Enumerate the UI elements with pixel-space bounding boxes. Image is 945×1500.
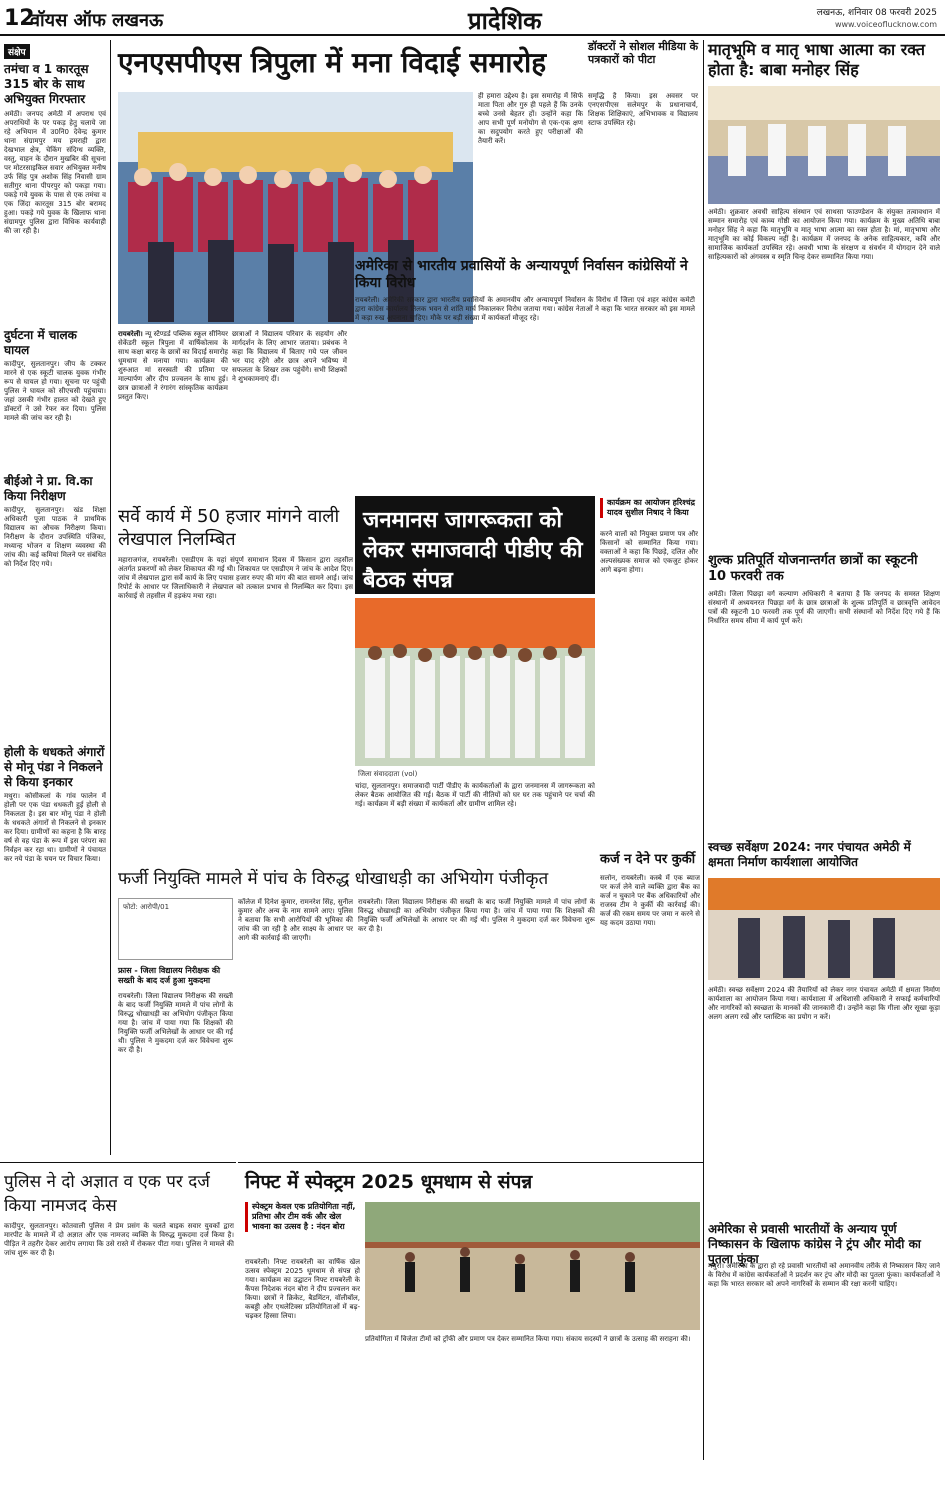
subhead: कार्यक्रम का आयोजन हरिश्चंद्र यादव सुशील निषाद ने किया: [600, 498, 698, 518]
headline: सर्वे कार्य में 50 हजार मांगने वाली लेखपाल निलम्बित: [118, 506, 340, 550]
workshop-photo: [708, 878, 940, 980]
masthead: [0, 0, 945, 36]
article-body: कॉलेज में दिनेश कुमार, रामनरेश सिंह, सुनील कुमार और अन्य के नाम सामने आए। पुलिस ने बताया कि सभी आरोपियों की भूमिका की जांच की जा रही है और साक्ष्य के आधार पर आगे की कार्रवाई की जाएगी।: [238, 898, 353, 942]
article-body: महाराजगंज, रायबरेली। एसडीएम के यहां संपूर्ण समाधान दिवस में किसान द्वारा तहसील अंतर्गत प्रकरणों को लेकर शिकायत की गई थी। शिकायत पर एसडीएम ने जांच के आदेश दिए। जांच में लेखपाल द्वारा सर्वे कार्य के लिए पचास हजार रुपए की मांग की बात सामने आई। जांच रिपोर्ट के आधार पर जिलाधिकारी ने लेखपाल को तत्काल प्रभाव से निलम्बित कर दिया। इस कार्रवाई से तहसील में हड़कंप मचा रहा।: [118, 556, 353, 600]
article-body: प्रतियोगिता में विजेता टीमों को ट्रॉफी और प्रमाण पत्र देकर सम्मानित किया गया। संकाय सदस्यों ने छात्रों के उत्साह की सराहना की।: [365, 1335, 691, 1343]
headline: शुल्क प्रतिपूर्ति योजनान्तर्गत छात्रों का स्कूटनी 10 फरवरी तक: [708, 553, 918, 584]
article-body: कादीपुर, सुलतानपुर। जीप के टक्कर मारने से एक स्कूटी चालक युवक गंभीर रूप से घायल हो गया। सूचना पर पहुंची पुलिस ने घायल को सीएचसी पहुंचाया। जहां उसकी गंभीर हालत को देखते हुए डॉक्टरों ने उसे रेफर कर दिया। पुलिस मामले की जांच कर रही है।: [4, 360, 106, 422]
headline: पुलिस ने दो अज्ञात व एक पर दर्ज किया नामजद केस: [4, 1172, 210, 1216]
article-body: सलोन, रायबरेली। कस्बे में एक ब्याज पर कर्ज लेने वाले व्यक्ति द्वारा बैंक का कर्ज न चुकाने पर बैंक अधिकारियों और राजस्व टीम ने कुर्की की कार्रवाई की। कर्ज की रकम समय पर जमा न करने से यह कदम उठाया गया।: [600, 874, 700, 927]
article-body: कादीपुर, सुलतानपुर। कोतवाली पुलिस ने प्रेम प्रसंग के चलते बाइक सवार युवकों द्वारा मारपीट के मामले में दो अज्ञात और एक नामजद व्यक्ति के विरुद्ध मुकदमा दर्ज किया है। पीड़ित ने तहरीर देकर आरोप लगाया कि उसे रास्ते में रोककर पीटा गया। पुलिस ने मामले की जांच शुरू कर दी है।: [4, 1222, 234, 1257]
article-text: न्यू स्टैण्डर्ड पब्लिक स्कूल सीनियर सेकेंडरी स्कूल त्रिपुला में वार्षिकोत्सव के साथ कक्षा बारह के छात्रों का विदाई समारोह धूमधाम से मनाया गया। कार्यक्रम की शुरुआत मां सरस्वती की प्रतिमा पर माल्यार्पण और दीप प्रज्वलन के साथ हुई। छात्र छात्राओं ने रंगारंग सांस्कृतिक कार्यक्रम प्रस्तुत किए।: [118, 330, 228, 401]
subcaption: फ्रास - जिला विद्यालय निरीक्षक की सख्ती के बाद दर्ज हुआ मुकदमा: [118, 966, 221, 985]
article-body: मथुरा। अमेरिका के द्वारा हो रहे प्रवासी भारतीयों को अमानवीय तरीके से निष्कासन किए जाने के विरोध में कांग्रेस कार्यकर्ताओं ने प्रदर्शन कर ट्रंप और मोदी का पुतला फूंका। कार्यकर्ताओं ने कहा कि भारत सरकार को अपने नागरिकों के सम्मान की रक्षा करनी चाहिए।: [708, 1262, 940, 1288]
headline: अमेरिका से भारतीय प्रवासियों के अन्यायपूर्ण निर्वासन कांग्रेसियों ने किया विरोध: [355, 258, 688, 291]
meeting-photo: [355, 598, 595, 766]
paper-name: वॉयस ऑफ लखनऊ: [30, 10, 164, 31]
photo-placeholder: [118, 898, 233, 960]
column-divider: [110, 40, 111, 1155]
brief-tag: संक्षेप: [4, 44, 30, 59]
headline: कर्ज न देने पर कुर्की: [600, 852, 696, 867]
article-body: कादीपुर, सुलतानपुर। खंड शिक्षा अधिकारी पूजा पाठक ने प्राथमिक विद्यालय का औचक निरीक्षण किया। निरीक्षण के दौरान उपस्थिति पंजिका, मध्यान्ह भोजन व शिक्षण व्यवस्था की जांच की। कई कमियां मिलने पर संबंधित को निर्देश दिए गये।: [4, 506, 106, 568]
website: www.voiceoflucknow.com: [834, 20, 937, 29]
photo-caption: जिला संवाददाता (vol): [358, 770, 418, 778]
headline: दुर्घटना में चालक घायल: [4, 328, 77, 357]
headline: निफ्ट में स्पेक्ट्रम 2025 धूमधाम से संपन्न: [245, 1171, 533, 1193]
page-number: 12: [4, 6, 35, 31]
article-body: [118, 330, 228, 500]
article-body: अमेठी। स्वच्छ सर्वेक्षण 2024 की तैयारियों को लेकर नगर पंचायत अमेठी में क्षमता निर्माण कार्यशाला का आयोजन किया गया। कार्यशाला में अधिशासी अधिकारी ने सफाई कर्मचारियों और नागरिकों को स्वच्छता के मानकों की जानकारी दी। उन्होंने कहा कि गीला और सूखा कूड़ा अलग अलग रखें और प्लास्टिक का प्रयोग न करें।: [708, 986, 940, 1021]
headline: जनमानस जागरूकता को लेकर समाजवादी पीडीए की बैठक संपन्न: [363, 508, 583, 593]
article-body: रायबरेली। जिला विद्यालय निरीक्षक की सख्ती के बाद फर्जी नियुक्ति मामले में पांच लोगों के विरुद्ध धोखाधड़ी का अभियोग पंजीकृत किया गया है। जांच में पाया गया कि शिक्षकों की नियुक्ति फर्जी अभिलेखों के आधार पर की गई थी। पुलिस ने मुकदमा दर्ज कर विवेचना शुरू कर दी है।: [118, 992, 233, 1054]
headline: बीईओ ने प्रा. वि.का किया निरीक्षण: [4, 474, 93, 503]
section-title: प्रादेशिक: [468, 7, 542, 35]
article-body: अमेठी। जिला पिछड़ा वर्ग कल्याण अधिकारी ने बताया है कि जनपद के समस्त शिक्षण संस्थानों में अध्ययनरत पिछड़ा वर्ग के छात्र छात्राओं के शुल्क प्रतिपूर्ति व छात्रवृत्ति आवेदन पत्रों की स्कूटनी 10 फरवरी तक पूर्ण की जाएगी। सभी संस्थानों को निर्देश दिए गये हैं कि निर्धारित समय सीमा में कार्य पूर्ण करें।: [708, 590, 940, 625]
sp-photo: [355, 598, 595, 766]
column-divider: [703, 40, 704, 1460]
article-body: ही हमारा उद्देश्य है। इस समारोह में सिर्फ माता पिता और गुरु ही पहले हैं कि उनके बच्चे उनसे बेहतर हों। उन्होंने कहा कि आप सभी पूर्ण मनोयोग से एक-एक क्षण का सदुपयोग करते हुए परीक्षाओं की तैयारी करें।: [478, 92, 583, 145]
headline-box: [355, 496, 595, 594]
bullet: स्पेक्ट्रम केवल एक प्रतियोगिता नहीं, प्रतिभा और टीम वर्क और खेल भावना का उत्सव है : नंदन बोरा: [245, 1202, 360, 1232]
article-body: करने वालों को नियुक्त प्रमाण पत्र और किसानों को सम्मानित किया गया। वक्ताओं ने कहा कि पिछड़े, दलित और अल्पसंख्यक समाज को एकजुट होकर आगे बढ़ना होगा।: [600, 530, 698, 574]
article-body: अमेठी। शुक्रवार अवधी साहित्य संस्थान एवं साथसा फाउण्डेशन के संयुक्त तत्वावधान में सम्मान समारोह एवं काव्य गोष्ठी का आयोजन किया गया। कार्यक्रम के मुख्य अतिथि बाबा मनोहर सिंह ने कहा कि मातृभूमि व मातृ भाषा आत्मा का रक्त होता है। मां, मातृभाषा और मातृभूमि का कोई विकल्प नहीं है। कार्यक्रम में जनपद के अनेक साहित्यकार, कवि और सामाजिक कार्यकर्ता उपस्थित रहे। अवधी भाषा के संरक्षण व संवर्धन में योगदान देने वाले साहित्यकारों को अंगवस्त्र व स्मृति चिन्ह देकर सम्मानित किया गया।: [708, 208, 940, 261]
article-body: रायबरेली। निफ्ट रायबरेली का वार्षिक खेल उत्सव स्पेक्ट्रम 2025 धूमधाम से संपन्न हो गया। कार्यक्रम का उद्घाटन निफ्ट रायबरेली के कैंपस निदेशक नंदन बोरा ने दीप प्रज्वलन कर किया। छात्रों ने क्रिकेट, बैडमिंटन, वॉलीबॉल, कबड्डी और एथलेटिक्स प्रतियोगिताओं में बढ़-चढ़कर हिस्सा लिया।: [245, 1258, 360, 1320]
article-body: अमेठी। जनपद अमेठी में अपराध एवं अपराधियों के पर पकड़ हेतु चलाये जा रहे अभियान में उ0नि0 देवेन्द्र कुमार थाना संग्रामपुर मय हमराही द्वारा देखभाल क्षेत्र, चेकिंग संदिग्ध व्यक्ति, वस्तु, वाहन के दौरान मुखबिर की सूचना पर मोटरसाइकिल सवार अभियुक्त मनीष उर्फ सिंह पुत्र अशोक सिंह निवासी ग्राम सतीगुर थाना पीपरपुर को पकड़ा गया। पकड़े गये युवक के पास से एक तमंचा व एक जिंदा कारतूस 315 बोर बरामद हुआ। पकड़े गये युवक के खिलाफ थाना संग्रामपुर पुलिस द्वारा विधिक कार्यवाही की जा रही है।: [4, 110, 106, 235]
headline: अमेरिका से प्रवासी भारतीयों के अन्याय पूर्ण निष्कासन के खिलाफ कांग्रेस ने ट्रंप और मोदी का पुतला फूंका: [708, 1222, 921, 1266]
left-column: [4, 40, 106, 1002]
headline: डॉक्टरों ने सोशल मीडिया के पत्रकारों को पीटा: [588, 40, 699, 66]
headline: होली के धधकते अंगारों से मोनू पंडा ने निकलने से किया इनकार: [4, 745, 105, 789]
main-headline: एनएसपीएस त्रिपुला में मना विदाई समारोह: [118, 46, 547, 79]
article-body: मथुरा। कोसीकलां के गांव फालेन में होली पर एक पंडा धधकती हुई होली से निकलता है। इस बार मोनू पंडा ने होली के धधकते अंगारों से निकलने से इनकार कर दिया। ग्रामीणों का कहना है कि बारह वर्ष से वह पंडा के रूप में इस परंपरा का निर्वहन कर रहा था। ग्रामीणों ने पंचायत कर नये पंडा के चयन पर विचार किया।: [4, 792, 106, 863]
headline: तमंचा व 1 कारतूस 315 बोर के साथ अभियुक्त गिरफ्तार: [4, 62, 89, 106]
right-photo: [708, 86, 940, 204]
headline: फर्जी नियुक्ति मामले में पांच के विरुद्ध धोखाधड़ी का अभियोग पंजीकृत: [118, 869, 549, 889]
photo-caption: फोटो: आरोपी/01: [123, 903, 170, 911]
divider: [238, 1162, 703, 1163]
issue-date: लखनऊ, शनिवार 08 फरवरी 2025: [816, 8, 937, 18]
sports-photo: [365, 1202, 700, 1330]
article-body: समृद्धि है किया। इस अवसर पर एनएसपीएस सलेमपुर के प्रधानाचार्य, शिक्षक शिक्षिकाएं, अभिभावक व विद्यालय स्टाफ उपस्थित रहे।: [588, 92, 698, 127]
article-body: चांदा, सुलतानपुर। समाजवादी पार्टी पीडीए के कार्यकर्ताओं के द्वारा जनमानस में जागरूकता को लेकर बैठक आयोजित की गई। बैठक में पार्टी की नीतियों को घर घर तक पहुंचाने पर चर्चा की गई। कार्यक्रम में बड़ी संख्या में कार्यकर्ता और ग्रामीण शामिल रहे।: [355, 782, 595, 808]
article-body: रायबरेली। जिला विद्यालय निरीक्षक की सख्ती के बाद फर्जी नियुक्ति मामले में पांच लोगों के विरुद्ध धोखाधड़ी का अभियोग पंजीकृत किया गया है। जांच में पाया गया कि शिक्षकों की नियुक्ति फर्जी अभिलेखों के आधार पर की गई थी। पुलिस ने मुकदमा दर्ज कर विवेचना शुरू कर दी है।: [358, 898, 595, 933]
spectrum-photo: [365, 1202, 700, 1330]
article-body: छात्राओं ने विद्यालय परिवार के सहयोग और मार्गदर्शन के लिए आभार जताया। प्रबंधक ने कहा कि विद्यालय में बिताए गये पल जीवन भर याद रहेंगे और छात्र अपने भविष्य में सफलता के शिखर तक पहुंचेंगे। सभी शिक्षकों ने शुभकामनाएं दीं।: [232, 330, 347, 383]
literary-event-photo: [708, 86, 940, 204]
headline: स्वच्छ सर्वेक्षण 2024: नगर पंचायत अमेठी में क्षमता निर्माण कार्यशाला आयोजित: [708, 840, 911, 869]
right-photo-2: [708, 878, 940, 980]
article-body: रायबरेली। अमेरिकी सरकार द्वारा भारतीय प्रवासियों के अमानवीय और अन्यायपूर्ण निर्वासन के विरोध में जिला एवं शहर कांग्रेस कमेटी द्वारा कांग्रेस कार्यालय तिलक भवन से शांति मार्च निकालकर विरोध जताया गया। कांग्रेस नेताओं ने कहा कि भारत सरकार को इस मामले में कड़ा रुख अपनाना चाहिए। मौके पर बड़ी संख्या में कार्यकर्ता मौजूद रहे।: [355, 296, 695, 322]
divider: [0, 1162, 236, 1163]
headline: मातृभूमि व मातृ भाषा आत्मा का रक्त होता है: बाबा मनोहर सिंह: [708, 40, 925, 79]
dateline: रायबरेली।: [118, 330, 143, 338]
